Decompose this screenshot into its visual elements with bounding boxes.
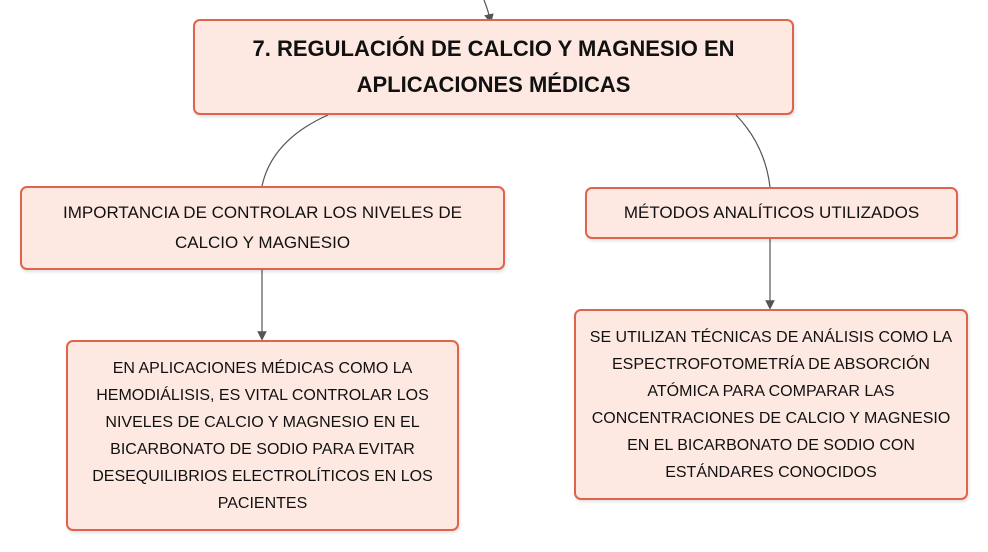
branch-node-methods[interactable] [585, 187, 958, 239]
branch-importance-text: IMPORTANCIA DE CONTROLAR LOS NIVELES DE CALCIO Y MAGNESIO [63, 203, 462, 252]
connector-main-to-left-branch [262, 115, 328, 186]
leaf-hemodialysis-text: EN APLICACIONES MÉDICAS COMO LA HEMODIÁLISIS, ES VITAL CONTROLAR LOS NIVELES DE CALCIO Y MAGNESIO EN EL BICARBONATO DE SODIO PARA EVITAR DESEQUILIBRIOS ELECTROLÍTICOS EN LOS PACIENTES [92, 359, 433, 512]
connector-main-to-right-branch [736, 115, 770, 187]
main-topic-node[interactable] [193, 19, 794, 115]
leaf-node-hemodialysis[interactable] [66, 340, 459, 531]
branch-node-importance[interactable] [20, 186, 505, 270]
branch-methods-text: MÉTODOS ANALÍTICOS UTILIZADOS [623, 203, 920, 222]
main-topic-text: 7. REGULACIÓN DE CALCIO Y MAGNESIO EN APLICACIONES MÉDICAS [252, 36, 735, 97]
leaf-node-spectrophotometry[interactable] [574, 309, 968, 500]
connector-parent-to-main [484, 0, 490, 19]
leaf-spectrophotometry-text: SE UTILIZAN TÉCNICAS DE ANÁLISIS COMO LA ESPECTROFOTOMETRÍA DE ABSORCIÓN ATÓMICA PARA COMPARAR LAS CONCENTRACIONES DE CALCIO Y MAGNESIO EN EL BICARBONATO DE SODIO CON ESTÁNDARES CONOCIDOS [589, 328, 953, 481]
